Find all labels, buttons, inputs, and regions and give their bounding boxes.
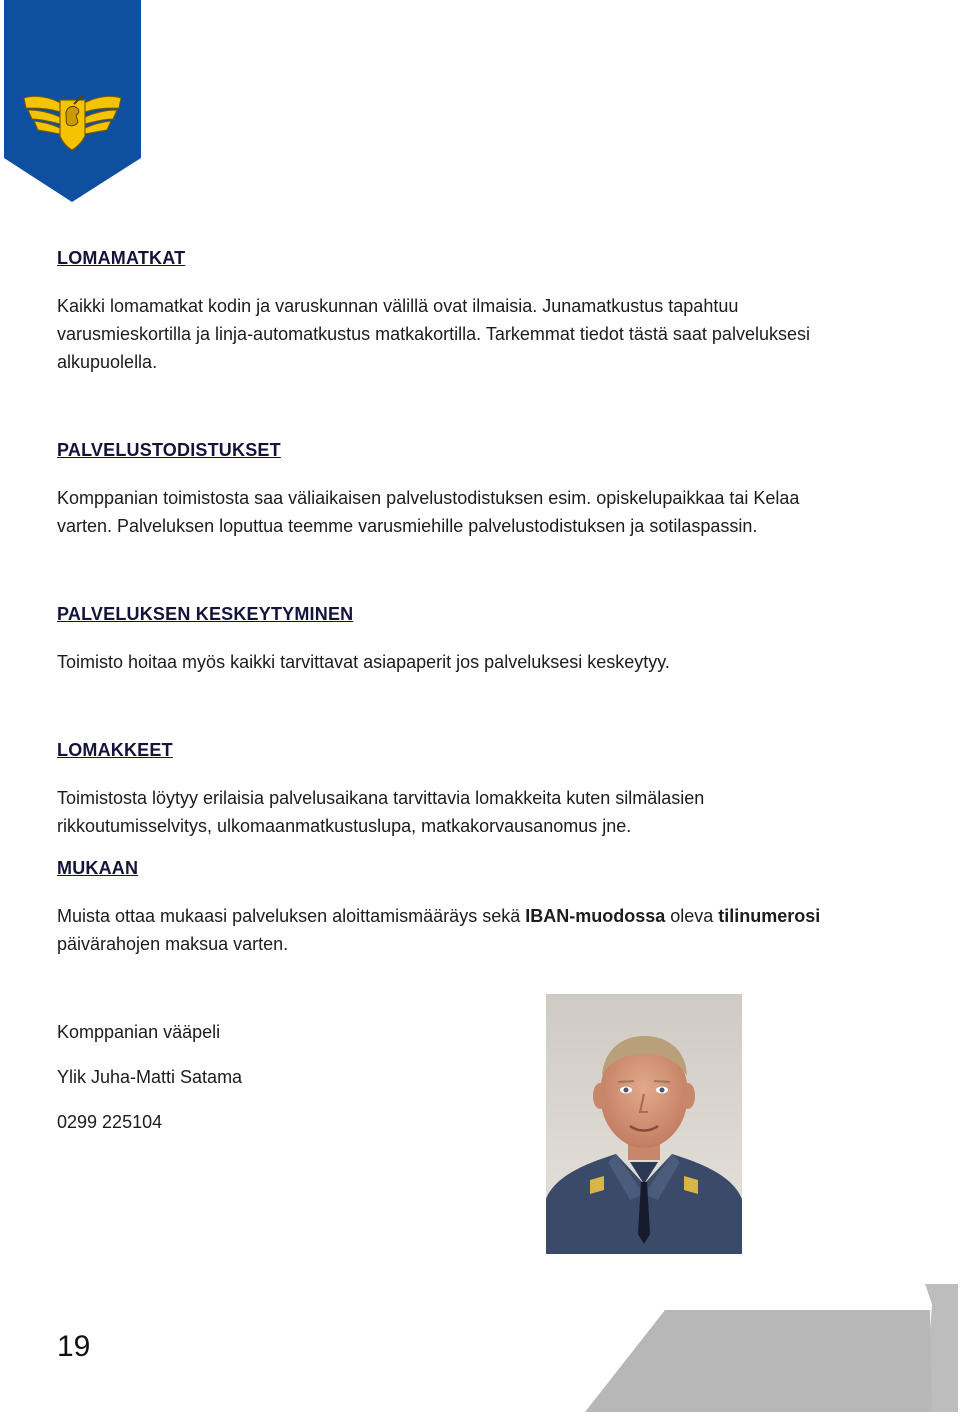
section-text-mukaan	[57, 902, 847, 958]
page-number: 19	[57, 1330, 91, 1363]
contact-name: Ylik Juha-Matti Satama	[57, 1067, 243, 1087]
section-heading-palveluksen-keskeytyminen: PALVELUKSEN KESKEYTYMINEN	[57, 604, 354, 624]
section-heading-palvelustodistukset: PALVELUSTODISTUKSET	[57, 440, 281, 460]
contact-role: Komppanian vääpeli	[57, 1022, 221, 1042]
mukaan-bold-iban: IBAN-muodossa	[525, 906, 666, 926]
section-heading-mukaan: MUKAAN	[57, 858, 139, 878]
section-heading-lomakkeet: LOMAKKEET	[57, 740, 173, 760]
air-force-emblem-banner	[4, 0, 141, 202]
mukaan-bold-account: tilinumerosi	[718, 906, 821, 926]
section-text-lomakkeet: Toimistosta löytyy erilaisia palvelusaikana tarvittavia lomakkeita kuten silmälasien rikkoutumisselvitys, ulkomaanmatkustuslupa, matkakorvausanomus jne.	[57, 788, 705, 836]
section-text-lomamatkat: Kaikki lomamatkat kodin ja varuskunnan välillä ovat ilmaisia. Junamatkustus tapahtuu varusmieskortilla ja linja-automatkustus matkakortilla. Tarkemmat tiedot tästä saat palveluksesi alkupuolella.	[57, 296, 810, 372]
mukaan-text-part: päivärahojen maksua varten.	[57, 934, 289, 954]
mukaan-text-part: Muista ottaa mukaasi palveluksen aloittamismääräys sekä	[57, 906, 526, 926]
contact-phone: 0299 225104	[57, 1112, 163, 1132]
section-text-palvelustodistukset: Komppanian toimistosta saa väliaikaisen palvelustodistuksen esim. opiskelupaikkaa tai Kelaa varten. Palveluksen loputtua teemme varusmiehille palvelustodistuksen ja sotilaspassin.	[57, 488, 800, 536]
section-heading-lomamatkat: LOMAMATKAT	[57, 248, 186, 268]
portrait-photo	[546, 994, 742, 1254]
decorative-corner-shape	[580, 1282, 960, 1412]
mukaan-text-part: oleva	[665, 906, 719, 926]
section-text-palveluksen-keskeytyminen: Toimisto hoitaa myös kaikki tarvittavat asiapaperit jos palveluksesi keskeytyy.	[57, 652, 670, 672]
